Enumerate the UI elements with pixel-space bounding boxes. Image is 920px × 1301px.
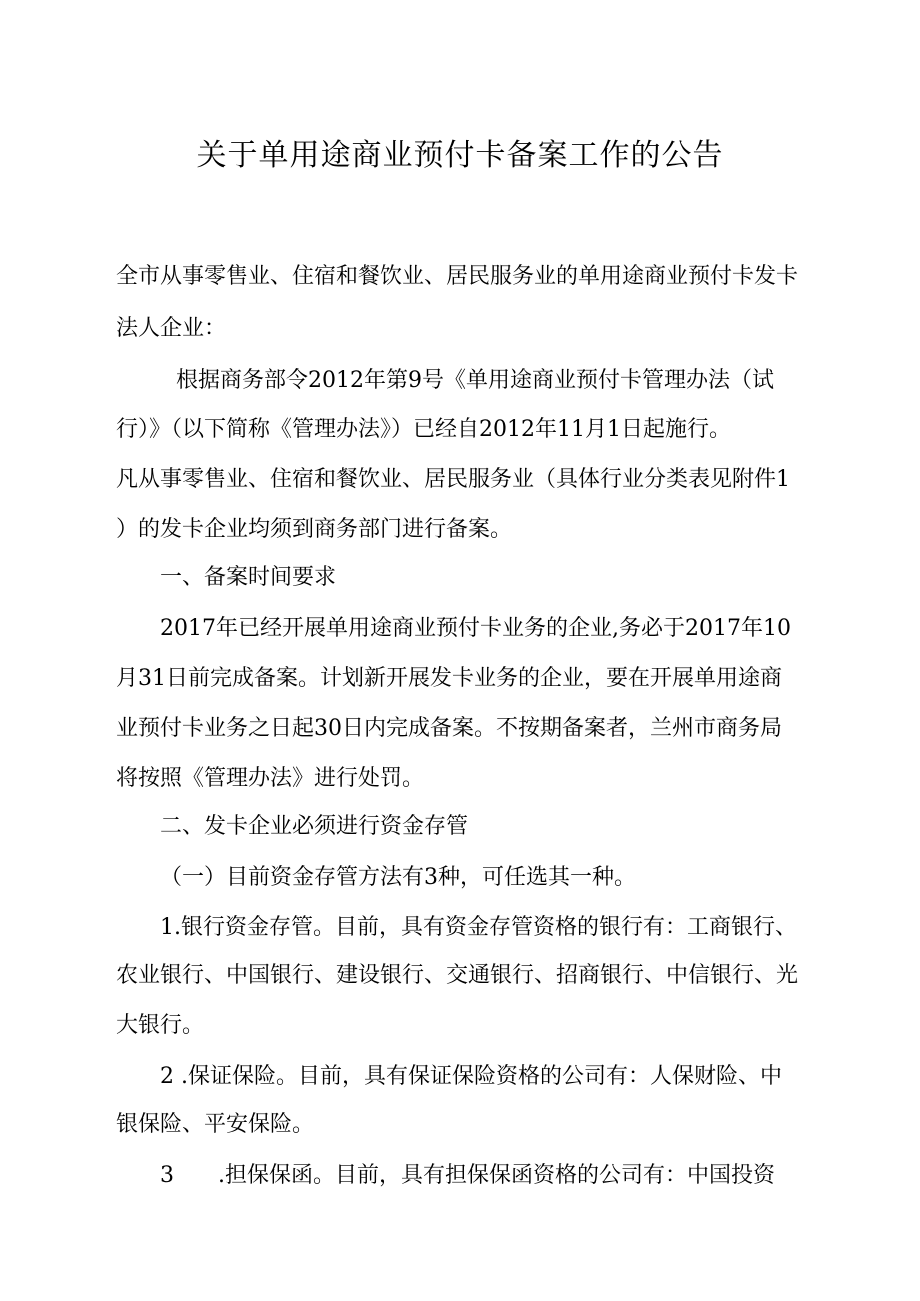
list-item-1-line: 农业银行、中国银行、建设银行、交通银行、招商银行、中信银行、光: [116, 963, 799, 988]
list-item-1-line: 大银行。: [116, 1013, 205, 1038]
paragraph-line: 行）》（以下简称《管理办法》）已经自2012年11月1日起施行。: [116, 417, 731, 442]
list-item-2-line: 2 .保证保险。目前，具有保证保险资格的公司有：人保财险、中: [160, 1064, 782, 1089]
section-heading-2: 二、发卡企业必须进行资金存管: [160, 814, 469, 839]
paragraph-line: 凡从事零售业、住宿和餐饮业、居民服务业（具体行业分类表见附件1: [116, 467, 790, 492]
list-item-3-line: 3 .担保保函。目前，具有担保保函资格的公司有：中国投资: [160, 1163, 775, 1188]
paragraph-line: 2017年已经开展单用途商业预付卡业务的企业,务必于2017年10: [160, 616, 791, 641]
section-heading-1: 一、备案时间要求: [160, 565, 337, 590]
list-item-1-line: 1.银行资金存管。目前，具有资金存管资格的银行有：工商银行、: [160, 915, 797, 940]
paragraph-line: 根据商务部令2012年第9号《单用途商业预付卡管理办法（试: [176, 368, 774, 393]
paragraph-line: ）的发卡企业均须到商务部门进行备案。: [116, 517, 513, 542]
list-item-2-line: 银保险、平安保险。: [116, 1112, 315, 1137]
paragraph-line: 业预付卡业务之日起30日内完成备案。不按期备案者，兰州市商务局: [116, 716, 782, 741]
document-title: 关于单用途商业预付卡备案工作的公告: [196, 138, 724, 173]
subsection-line: （一）目前资金存管方法有3种，可任选其一种。: [160, 865, 636, 890]
salutation-line-1: 全市从事零售业、住宿和餐饮业、居民服务业的单用途商业预付卡发卡: [116, 264, 799, 289]
paragraph-line: 月31日前完成备案。计划新开展发卡业务的企业，要在开展单用途商: [116, 666, 782, 691]
paragraph-line: 将按照《管理办法》进行处罚。: [116, 766, 425, 791]
salutation-line-2: 法人企业：: [116, 316, 227, 341]
